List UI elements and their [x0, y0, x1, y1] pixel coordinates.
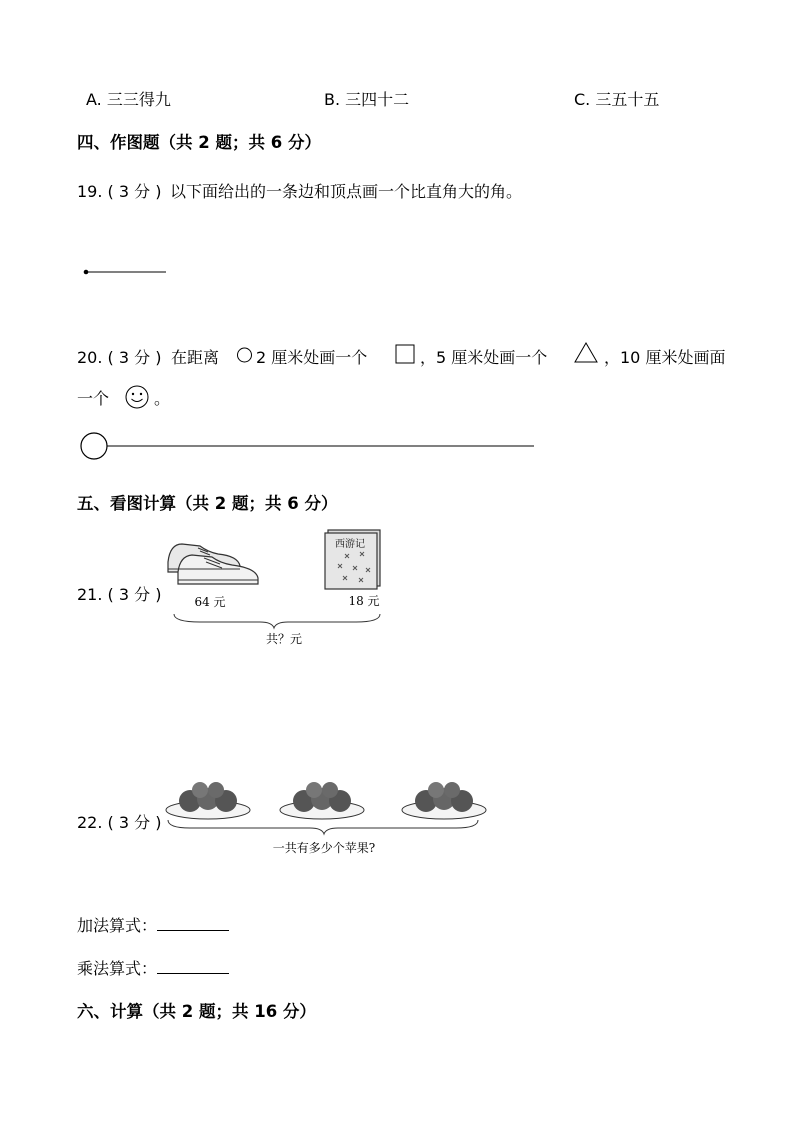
- q22-question: 一共有多少个苹果?: [272, 841, 376, 855]
- q20-number: 20. ( 3 分 ): [77, 348, 162, 367]
- q22-figure: [160, 780, 490, 860]
- section-4-heading: 四、作图题（共 2 题；共 6 分）: [77, 133, 321, 152]
- shoe-price: 64 元: [194, 595, 226, 609]
- square-icon: [394, 343, 416, 365]
- section-5-heading: 五、看图计算（共 2 题；共 6 分）: [77, 494, 338, 513]
- q21-figure: [160, 528, 390, 652]
- shoes-image: [168, 544, 258, 584]
- q19-number: 19. ( 3 分 ): [77, 182, 162, 201]
- q20-line2-start: 一个: [77, 389, 110, 408]
- q19-ray-figure: [80, 264, 172, 278]
- q22-number: 22. ( 3 分 ): [77, 813, 162, 832]
- q19-text: 以下面给出的一条边和顶点画一个比直角大的角。: [170, 182, 523, 201]
- q20-line-figure: [78, 430, 538, 462]
- book-title: 西游记: [335, 539, 365, 550]
- multiplication-label: 乘法算式：: [77, 959, 158, 978]
- option-a: A. 三三得九: [86, 90, 171, 109]
- q21-total-label: 共？元: [265, 632, 303, 646]
- apple-plate-3: [402, 782, 486, 819]
- smiley-icon: [124, 384, 150, 410]
- multiplication-row: [77, 956, 229, 979]
- circle-icon: [236, 346, 254, 364]
- section-6-heading: 六、计算（共 2 题；共 16 分）: [77, 1002, 316, 1021]
- apple-plate-1: [166, 782, 250, 819]
- addition-row: [77, 913, 229, 936]
- option-c: C. 三五十五: [574, 90, 660, 109]
- triangle-icon: [573, 341, 599, 365]
- q20-text-4: ，10 厘米处画面: [604, 348, 726, 367]
- apple-plate-2: [280, 782, 364, 819]
- addition-label: 加法算式：: [77, 916, 158, 935]
- q20-line2-end: 。: [154, 389, 171, 408]
- q20-text-2: 2 厘米处画一个: [256, 348, 368, 367]
- option-b: B. 三四十二: [324, 90, 410, 109]
- q21-number: 21. ( 3 分 ): [77, 585, 162, 604]
- multiplication-answer-blank[interactable]: [157, 959, 229, 974]
- addition-answer-blank[interactable]: [157, 916, 229, 931]
- book-price: 18 元: [348, 594, 380, 608]
- q20-text-1: 在距离: [171, 348, 220, 367]
- book-image: [325, 530, 380, 589]
- q20-text-3: ，5 厘米处画一个: [420, 348, 548, 367]
